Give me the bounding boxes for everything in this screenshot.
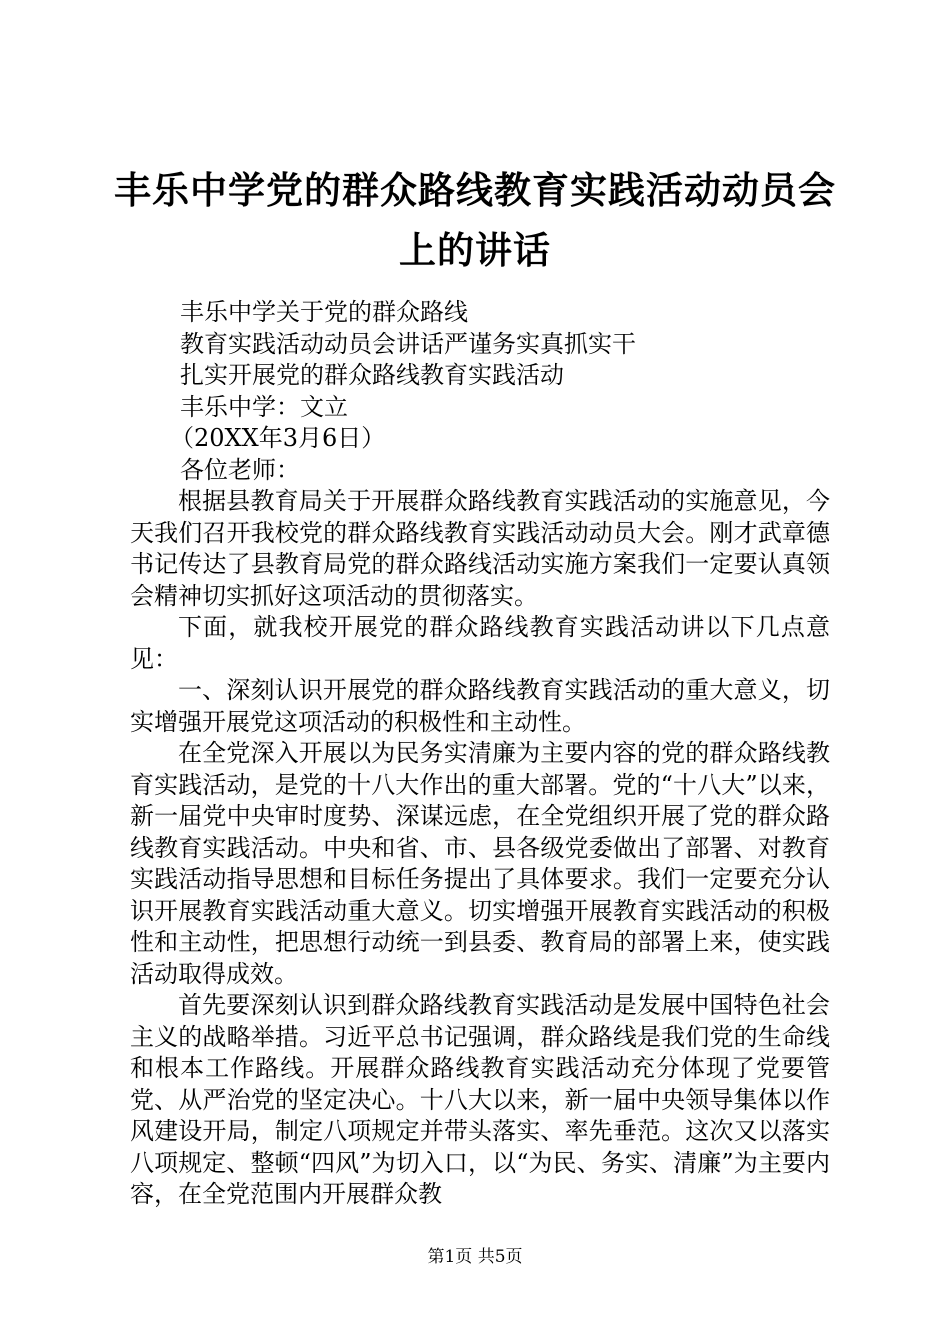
author-line: 丰乐中学：文立: [180, 392, 348, 421]
body-paragraph: 下面，就我校开展党的群众路线教育实践活动讲以下几点意见：: [130, 613, 830, 673]
header-line: 教育实践活动动员会讲话严谨务实真抓实干: [180, 329, 636, 358]
header-line: 丰乐中学关于党的群众路线: [180, 298, 468, 326]
body-paragraph: 根据县教育局关于开展群众路线教育实践活动的实施意见，今天我们召开我校党的群众路线教育实践活动动员大会。刚才武章德书记传达了县教育局党的群众路线活动实施方案我们一定要认真领会精神切实抓好这项活动的贯彻落实。: [130, 487, 830, 610]
document-body: [130, 297, 830, 1211]
body-paragraph: 首先要深刻认识到群众路线教育实践活动是发展中国特色社会主义的战略举措。习近平总书记强调，群众路线是我们党的生命线和根本工作路线。开展群众路线教育实践活动充分体现了党要管党、从严治党的坚定决心。十八大以来，新一届中央领导集体以作风建设开局，制定八项规定并带头落实、率先垂范。这次又以落实八项规定、整顿“四风”为切入口，以“为民、务实、清廉”为主要内容，在全党范围内开展群众教: [130, 991, 830, 1208]
document-title: 丰乐中学党的群众路线教育实践活动动员会上的讲话: [114, 168, 836, 272]
header-line: 扎实开展党的群众路线教育实践活动: [180, 361, 564, 389]
body-paragraph: 在全党深入开展以为民务实清廉为主要内容的党的群众路线教育实践活动，是党的十八大作出的重大部署。党的“十八大”以来，新一届党中央审时度势、深谋远虑，在全党组织开展了党的群众路线教育实践活动。中央和省、市、县各级党委做出了部署、对教育实践活动指导思想和目标任务提出了具体要求。我们一定要充分认识开展教育实践活动重大意义。切实增强开展教育实践活动的积极性和主动性，把思想行动统一到县委、教育局的部署上来，使实践活动取得成效。: [130, 739, 830, 988]
page-footer: 第1页 共5页: [427, 1247, 523, 1267]
salutation: 各位老师：: [180, 455, 300, 484]
date-line: （20XX年3月6日）: [170, 424, 386, 452]
section-heading: 一、深刻认识开展党的群众路线教育实践活动的重大意义，切实增强开展党这项活动的积极性和主动性。: [130, 676, 830, 736]
